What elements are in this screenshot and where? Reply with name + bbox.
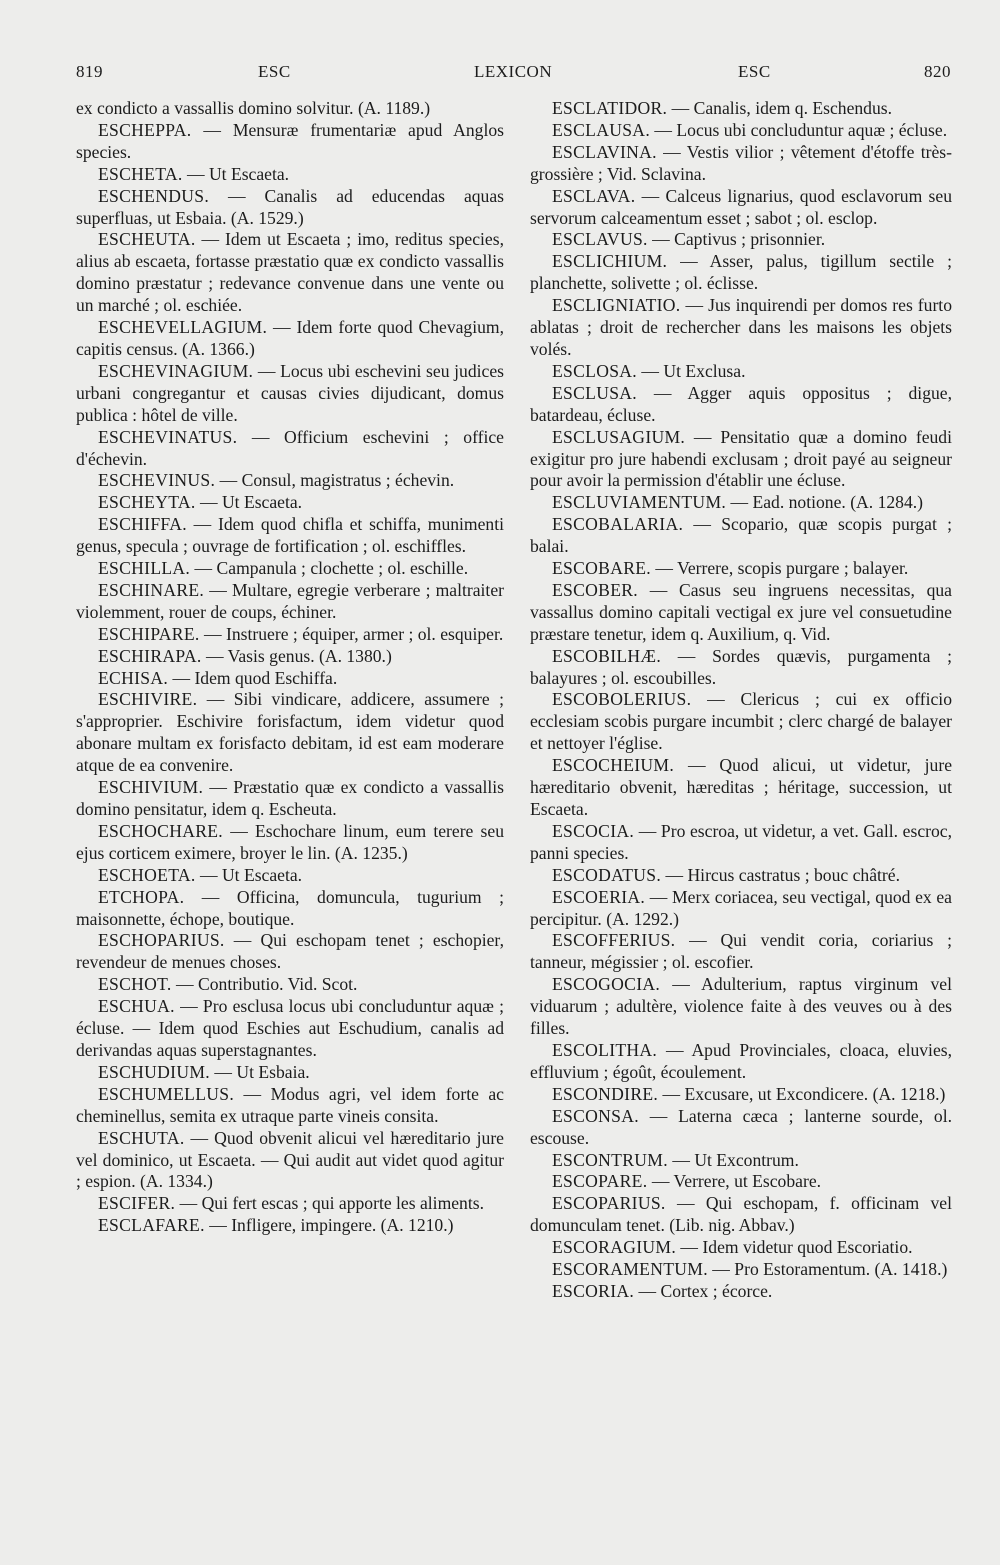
dictionary-entry xyxy=(530,580,952,646)
entry-headword: ESCOFFERIUS. xyxy=(552,930,676,951)
entry-definition: — Qui vendit coria, coriarius ; tanneur, mégissier ; ol. escofier. xyxy=(530,930,952,973)
dictionary-entry xyxy=(530,974,952,1040)
entry-definition: — Qui eschopam tenet ; eschopier, revendeur de menues choses. xyxy=(76,930,504,973)
entry-definition: — Ut Exclusa. xyxy=(637,360,746,381)
entry-headword: ESCOBILHÆ. xyxy=(552,645,662,666)
entry-definition: — Idem quod chifla et schiffa, munimenti genus, specula ; ouvrage de fortification ; ol. eschiffles. xyxy=(76,514,504,557)
entry-definition: — Laterna cæca ; lanterne sourde, ol. escouse. xyxy=(530,1105,952,1148)
entry-headword: ESCLIGNIATIO. xyxy=(552,295,681,316)
entry-definition: — Ut Escaeta. xyxy=(195,492,303,513)
dictionary-entry xyxy=(530,295,952,361)
entry-headword: ESCORIA. xyxy=(552,1280,635,1301)
entry-definition: — Instruere ; équiper, armer ; ol. esquiper. xyxy=(199,623,504,644)
dictionary-entry xyxy=(76,646,504,668)
dictionary-entry xyxy=(530,646,952,690)
entry-headword: ESCHEPPA. xyxy=(98,119,192,140)
dictionary-entry xyxy=(530,558,952,580)
dictionary-entry xyxy=(76,624,504,646)
entry-headword: ESCOBER. xyxy=(552,579,638,600)
entry-definition: — Campanula ; clochette ; ol. eschille. xyxy=(190,558,469,579)
entry-definition: — Pro Estoramentum. (A. 1418.) xyxy=(707,1259,948,1280)
dictionary-entry xyxy=(76,514,504,558)
entry-headword: ESCOPARE. xyxy=(552,1171,648,1192)
entry-headword: ESCHEVINAGIUM. xyxy=(98,360,254,381)
entry-headword: ESCOPARIUS. xyxy=(552,1193,666,1214)
entry-headword: ESCHOETA. xyxy=(98,864,196,885)
entry-definition: — Apud Provinciales, cloaca, eluvies, effluvium ; égoût, écoulement. xyxy=(530,1039,952,1082)
dictionary-entry xyxy=(530,142,952,186)
entry-definition: — Canalis, idem q. Eschendus. xyxy=(667,98,893,118)
entry-definition: — Qui eschopam, f. officinam vel domunculam tenet. (Lib. nig. Abbav.) xyxy=(530,1193,952,1236)
dictionary-entry xyxy=(76,930,504,974)
dictionary-entry xyxy=(76,164,504,186)
entry-headword: ESCLAFARE. xyxy=(98,1215,205,1236)
entry-definition: — Ut Escaeta. xyxy=(195,864,303,885)
guide-word-left: ESC xyxy=(258,62,291,81)
entry-headword: ESCHUMELLUS. xyxy=(98,1083,235,1104)
entry-definition: — Modus agri, vel idem forte ac cheminellus, semita ex utraque parte vineis consita. xyxy=(76,1083,504,1126)
entry-headword: ESCOBOLERIUS. xyxy=(552,689,692,710)
entry-definition: — Verrere, scopis purgare ; balayer. xyxy=(651,558,909,579)
entry-definition: — Adulterium, raptus virginum vel viduarum ; adultère, violence faite à des veuves ou à des filles. xyxy=(530,974,952,1039)
entry-definition: — Ead. notione. (A. 1284.) xyxy=(726,492,924,513)
page-number-left: 819 xyxy=(76,62,103,81)
entry-headword: ESCORAMENTUM. xyxy=(552,1259,708,1280)
dictionary-entry xyxy=(76,1215,504,1237)
entry-definition: — Ut Excontrum. xyxy=(667,1149,799,1170)
dictionary-entry xyxy=(76,887,504,931)
dictionary-entry xyxy=(530,427,952,493)
dictionary-entry xyxy=(530,251,952,295)
entry-headword: ESCHIPARE. xyxy=(98,623,200,644)
entry-headword: ESCOGOCIA. xyxy=(552,974,661,995)
dictionary-entry xyxy=(76,120,504,164)
entry-definition: — Locus ubi concluduntur aquæ ; écluse. xyxy=(650,119,948,140)
entry-definition: — Pro escroa, ut videtur, a vet. Gall. escroc, panni species. xyxy=(530,820,952,863)
entry-definition: — Præstatio quæ ex condicto a vassallis domino pensitatur, idem q. Escheuta. xyxy=(76,777,504,819)
dictionary-entry xyxy=(530,1281,952,1303)
entry-definition: — Idem quod Eschiffa. xyxy=(168,667,338,688)
entry-definition: — Pro esclusa locus ubi concluduntur aquæ ; écluse. — Idem quod Eschies aut Eschudium, canalis ad derivandas aquas superstagnantes. xyxy=(76,996,504,1060)
dictionary-entry xyxy=(530,887,952,931)
dictionary-entry xyxy=(76,98,504,120)
entry-headword: ESCHEVELLAGIUM. xyxy=(98,317,268,338)
entry-definition: — Locus ubi eschevini seu judices urbani congregantur et causas civies dijudicant, domus publica : hôtel de ville. xyxy=(76,360,504,425)
entry-headword: ESCOCHEIUM. xyxy=(552,755,675,776)
entry-headword: ESCLAUSA. xyxy=(552,119,651,140)
entry-headword: ESCHEUTA. xyxy=(98,229,196,250)
entry-definition: — Calceus lignarius, quod esclavorum seu servorum calceamentum esset ; sabot ; ol. esclop. xyxy=(530,185,952,228)
dictionary-entry xyxy=(530,865,952,887)
dictionary-entry xyxy=(530,821,952,865)
dictionary-entry xyxy=(530,1040,952,1084)
dictionary-entry xyxy=(76,668,504,690)
dictionary-entry xyxy=(530,492,952,514)
dictionary-entry xyxy=(530,1106,952,1150)
dictionary-entry xyxy=(530,755,952,821)
entry-definition: — Quod alicui, ut videtur, jure hæreditario obvenit, hæreditas ; héritage, succession, ut Escaeta. xyxy=(530,755,952,819)
entry-definition: — Vasis genus. (A. 1380.) xyxy=(201,645,392,666)
entry-definition: — Idem ut Escaeta ; imo, reditus species, alius ab escaeta, fortasse præstatio quæ ex condicto vassallis domino præstatur ; redevance convenue dans une vente ou un marché ; ol. eschiée. xyxy=(76,229,504,316)
entry-definition: — Consul, magistratus ; échevin. xyxy=(215,470,455,491)
left-column xyxy=(76,98,504,1237)
entry-definition: — Eschochare linum, eum terere seu ejus corticem eximere, broyer le lin. (A. 1235.) xyxy=(76,820,504,863)
entry-definition: — Captivus ; prisonnier. xyxy=(647,229,826,250)
dictionary-entry xyxy=(530,1150,952,1172)
dictionary-entry xyxy=(76,777,504,821)
dictionary-entry xyxy=(76,865,504,887)
dictionary-entry xyxy=(530,229,952,251)
dictionary-entry xyxy=(76,427,504,471)
entry-definition: — Mensuræ frumentariæ apud Anglos species. xyxy=(76,119,504,162)
entry-headword: ESCHOT. xyxy=(98,974,172,995)
entry-headword: ESCLICHIUM. xyxy=(552,251,668,272)
entry-definition: — Officina, domuncula, tugurium ; maisonnette, échope, boutique. xyxy=(76,886,504,929)
page-number-right: 820 xyxy=(924,62,951,81)
entry-definition: — Hircus castratus ; bouc châtré. xyxy=(661,864,900,885)
dictionary-entry xyxy=(530,383,952,427)
entry-headword: ESCORAGIUM. xyxy=(552,1237,677,1258)
guide-word-right: ESC xyxy=(738,62,771,81)
dictionary-entry xyxy=(76,558,504,580)
entry-headword: ESCOERIA. xyxy=(552,886,646,907)
running-header xyxy=(0,62,1000,92)
dictionary-entry xyxy=(530,1084,952,1106)
entry-definition: — Excusare, ut Excondicere. (A. 1218.) xyxy=(658,1083,946,1104)
dictionary-entry xyxy=(530,514,952,558)
entry-headword: ESCHEVINUS. xyxy=(98,470,216,491)
entry-definition: — Vestis vilior ; vêtement d'étoffe très-grossière ; Vid. Sclavina. xyxy=(530,141,952,184)
dictionary-entry xyxy=(76,821,504,865)
entry-headword: ESCHIVIRE. xyxy=(98,689,198,710)
dictionary-entry xyxy=(530,1193,952,1237)
dictionary-entry xyxy=(76,1062,504,1084)
dictionary-entry xyxy=(530,120,952,142)
entry-definition: — Idem forte quod Chevagium, capitis census. (A. 1366.) xyxy=(76,317,504,359)
dictionary-entry xyxy=(76,470,504,492)
dictionary-entry xyxy=(530,361,952,383)
entry-headword: ESCHOPARIUS. xyxy=(98,930,225,951)
entry-headword: ESCHILLA. xyxy=(98,558,191,579)
dictionary-entry xyxy=(76,974,504,996)
entry-headword: ESCLAVUS. xyxy=(552,229,648,250)
entry-definition: — Cortex ; écorce. xyxy=(634,1280,773,1301)
entry-headword: ESCLATIDOR. xyxy=(552,98,668,118)
dictionary-entry xyxy=(76,1084,504,1128)
entry-definition: — Contributio. Vid. Scot. xyxy=(171,974,358,995)
entry-headword: ESCLAVINA. xyxy=(552,141,657,162)
entry-definition: — Asser, palus, tigillum sectile ; planchette, solivette ; ol. éclisse. xyxy=(530,251,952,294)
entry-definition: ex condicto a vassallis domino solvitur. (A. 1189.) xyxy=(76,98,431,118)
entry-headword: ESCHIRAPA. xyxy=(98,645,202,666)
dictionary-entry xyxy=(530,1259,952,1281)
dictionary-entry xyxy=(530,689,952,755)
dictionary-entry xyxy=(530,186,952,230)
entry-definition: — Jus inquirendi per domos res furto ablatas ; droit de rechercher dans les maisons les objets volés. xyxy=(530,295,952,359)
entry-headword: ESCONDIRE. xyxy=(552,1083,659,1104)
entry-headword: ESCHINARE. xyxy=(98,579,205,600)
entry-definition: — Qui fert escas ; qui apporte les aliments. xyxy=(175,1193,484,1214)
dictionary-entry xyxy=(530,98,952,120)
entry-headword: ESCOBALARIA. xyxy=(552,514,684,535)
entry-headword: ESCLUVIAMENTUM. xyxy=(552,492,727,513)
entry-headword: ESCHEVINATUS. xyxy=(98,426,238,447)
entry-headword: ESCLOSA. xyxy=(552,360,638,381)
entry-headword: ESCODATUS. xyxy=(552,864,662,885)
dictionary-entry xyxy=(76,361,504,427)
entry-definition: — Canalis ad educendas aquas superfluas, ut Esbaia. (A. 1529.) xyxy=(76,185,504,228)
entry-headword: ESCOCIA. xyxy=(552,820,635,841)
entry-definition: — Infligere, impingere. (A. 1210.) xyxy=(204,1215,454,1236)
dictionary-entry xyxy=(76,229,504,317)
entry-definition: — Officium eschevini ; office d'échevin. xyxy=(76,426,504,469)
entry-headword: ESCOLITHA. xyxy=(552,1039,658,1060)
entry-headword: ESCHOCHARE. xyxy=(98,820,224,841)
entry-definition: — Multare, egregie verberare ; maltraiter violemment, rouer de coups, échiner. xyxy=(76,579,504,622)
dictionary-entry xyxy=(530,1237,952,1259)
dictionary-entry xyxy=(76,689,504,777)
entry-definition: — Clericus ; cui ex officio ecclesiam scobis purgare incumbit ; clerc chargé de balayer et nettoyer l'église. xyxy=(530,689,952,754)
entry-headword: ESCHUA. xyxy=(98,996,175,1017)
entry-headword: ESCHETA. xyxy=(98,163,183,184)
entry-definition: — Sibi vindicare, addicere, assumere ; s'approprier. Eschivire forisfactum, idem videtur quod abonare multam ex forisfacto debitam, id est eam moderare atque de ea convenire. xyxy=(76,689,504,776)
dictionary-entry xyxy=(76,492,504,514)
entry-headword: ESCOBARE. xyxy=(552,558,651,579)
entry-headword: ESCLUSA. xyxy=(552,382,638,403)
entry-headword: ESCHIVIUM. xyxy=(98,777,204,798)
entry-definition: — Idem videtur quod Escoriatio. xyxy=(676,1237,913,1258)
entry-definition: — Quod obvenit alicui vel hæreditario jure vel dominico, ut Escaeta. — Qui audit aut videt quod agitur ; espion. (A. 1334.) xyxy=(76,1127,504,1192)
entry-headword: ESCHUTA. xyxy=(98,1127,185,1148)
entry-definition: — Pensitatio quæ a domino feudi exigitur pro jure habendi exclusam ; droit payé au seigneur pour avoir la permission d'établir une écluse. xyxy=(530,426,952,491)
entry-headword: ESCIFER. xyxy=(98,1193,176,1214)
running-title: LEXICON xyxy=(474,62,553,81)
entry-definition: — Ut Escaeta. xyxy=(182,163,290,184)
entry-definition: — Casus seu ingruens necessitas, qua vassallus domino capitali vectigal ex jure vel consuetudine præstare tenetur, idem q. Auxilium, q. Vid. xyxy=(530,579,952,644)
entry-headword: ESCHIFFA. xyxy=(98,514,187,535)
dictionary-entry xyxy=(76,186,504,230)
dictionary-entry xyxy=(76,580,504,624)
entry-headword: ESCONTRUM. xyxy=(552,1149,668,1170)
dictionary-entry xyxy=(76,317,504,361)
entry-headword: ESCLUSAGIUM. xyxy=(552,426,686,447)
dictionary-entry xyxy=(76,1128,504,1194)
entry-headword: ESCHEYTA. xyxy=(98,492,196,513)
dictionary-entry xyxy=(530,930,952,974)
entry-definition: — Agger aquis oppositus ; digue, batardeau, écluse. xyxy=(530,382,952,425)
dictionary-entry xyxy=(530,1171,952,1193)
entry-definition: — Ut Esbaia. xyxy=(210,1061,310,1082)
entry-definition: — Scopario, quæ scopis purgat ; balai. xyxy=(530,514,952,557)
entry-headword: ESCHUDIUM. xyxy=(98,1061,210,1082)
entry-definition: — Sordes quævis, purgamenta ; balayures ; ol. escoubilles. xyxy=(530,645,952,688)
entry-headword: ECHISA. xyxy=(98,667,169,688)
right-column xyxy=(530,98,952,1303)
entry-headword: ESCONSA. xyxy=(552,1105,639,1126)
dictionary-entry xyxy=(76,996,504,1062)
entry-headword: ESCHENDUS. xyxy=(98,185,210,206)
entry-definition: — Verrere, ut Escobare. xyxy=(647,1171,822,1192)
dictionary-entry xyxy=(76,1193,504,1215)
entry-headword: ESCLAVA. xyxy=(552,185,636,206)
entry-definition: — Merx coriacea, seu vectigal, quod ex ea percipitur. (A. 1292.) xyxy=(530,886,952,929)
entry-headword: ETCHOPA. xyxy=(98,886,185,907)
